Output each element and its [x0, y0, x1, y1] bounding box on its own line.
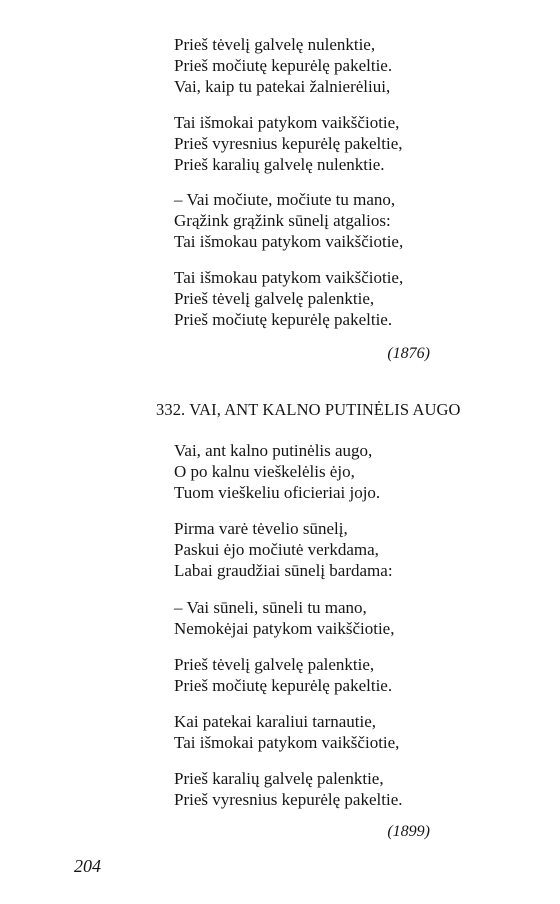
verse-line: Prieš tėvelį galvelę palenktie,	[174, 655, 375, 674]
verse-line: Prieš karalių galvelę nulenktie.	[174, 155, 385, 174]
poem-title: 332. VAI, ANT KALNO PUTINĖLIS AUGO	[156, 400, 461, 419]
stanza	[174, 711, 399, 753]
stanza	[174, 597, 394, 639]
stanza	[174, 768, 403, 810]
poem-year: (1899)	[387, 823, 430, 840]
stanza	[174, 267, 403, 330]
verse-line: Tai išmokau patykom vaikščiotie,	[174, 268, 404, 287]
stanza	[174, 654, 392, 696]
stanza	[174, 518, 393, 581]
verse-line: Prieš tėvelį galvelę nulenktie,	[174, 35, 376, 54]
verse-line: Prieš karalių galvelę palenktie,	[174, 769, 384, 788]
verse-line: Prieš močiutę kepurėlę pakeltie.	[174, 676, 393, 695]
verse-line: Kai patekai karaliui tarnautie,	[174, 712, 377, 731]
verse-line: O po kalnu vieškelėlis ėjo,	[174, 462, 355, 481]
stanza	[174, 112, 403, 175]
verse-line: Paskui ėjo močiutė verkdama,	[174, 540, 379, 559]
poem-year: (1876)	[387, 345, 430, 362]
verse-line: Vai, kaip tu patekai žalnierėliui,	[174, 77, 391, 96]
stanza	[174, 34, 392, 97]
verse-line: Tai išmokai patykom vaikščiotie,	[174, 733, 400, 752]
stanza	[174, 440, 380, 503]
verse-line: Prieš tėvelį galvelę palenktie,	[174, 289, 375, 308]
verse-line: Nemokėjai patykom vaikščiotie,	[174, 619, 395, 638]
stanza	[174, 189, 403, 252]
verse-line: Tuom vieškeliu oficieriai jojo.	[174, 483, 381, 502]
verse-line: – Vai močiute, močiute tu mano,	[174, 190, 396, 209]
verse-line: Grąžink grąžink sūnelį atgalios:	[174, 211, 391, 230]
verse-line: Vai, ant kalno putinėlis augo,	[174, 441, 373, 460]
verse-line: Prieš vyresnius kepurėlę pakeltie.	[174, 790, 403, 809]
page-number: 204	[74, 856, 101, 876]
verse-line: Labai graudžiai sūnelį bardama:	[174, 561, 393, 580]
verse-line: Tai išmokau patykom vaikščiotie,	[174, 232, 404, 251]
verse-line: – Vai sūneli, sūneli tu mano,	[174, 598, 367, 617]
verse-line: Pirma varė tėvelio sūnelį,	[174, 519, 348, 538]
verse-line: Prieš močiutę kepurėlę pakeltie.	[174, 56, 393, 75]
verse-line: Tai išmokai patykom vaikščiotie,	[174, 113, 400, 132]
verse-line: Prieš vyresnius kepurėlę pakeltie,	[174, 134, 403, 153]
verse-line: Prieš močiutę kepurėlę pakeltie.	[174, 310, 393, 329]
